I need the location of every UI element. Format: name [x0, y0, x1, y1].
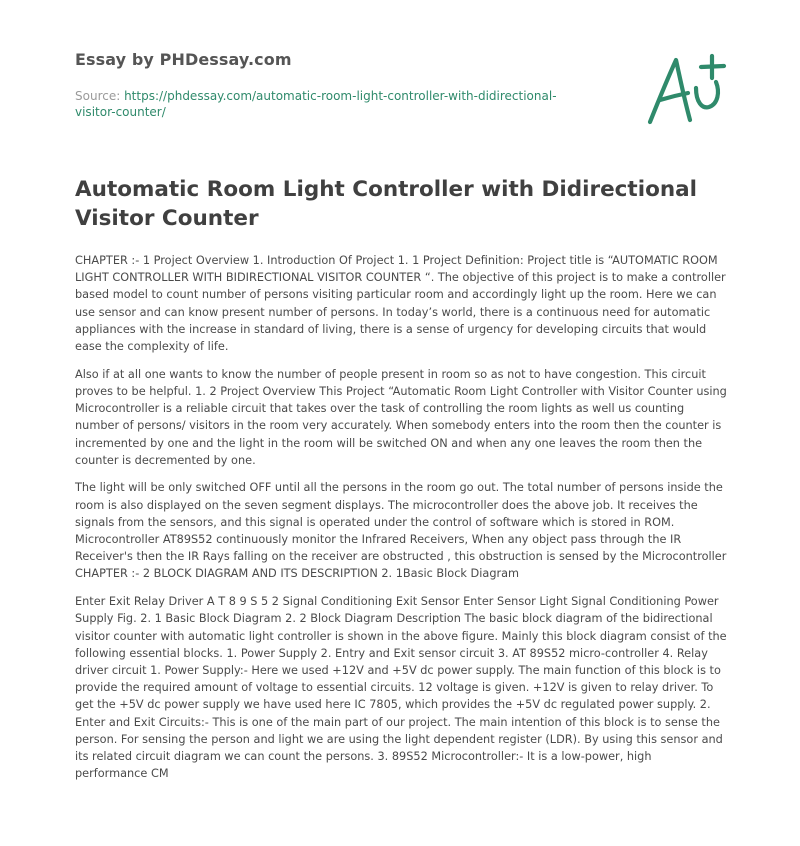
article-paragraph: Also if at all one wants to know the number of people present in room so as not to have congestion. This circuit proves to be helpful. 1. 2 Project Overview This Project “Automatic Room Light Controller with Visitor Counter using Microcontroller is a reliable circuit that takes over the task of controlling the room lights as well us counting number of persons/ visitors in the room very accurately. When somebody enters into the room then the counter is incremented by one and the light in the room will be switched ON and when any one leaves the room then the counter is decremented by one. — [75, 367, 727, 467]
article-title: Automatic Room Light Controller with Didirectional Visitor Counter — [75, 177, 698, 231]
article-paragraph: CHAPTER :- 1 Project Overview 1. Introduction Of Project 1. 1 Project Definition: Project title is “AUTOMATIC ROOM LIGHT CONTROLLER WITH BIDIRECTIONAL VISITOR COUNTER “. The objective of this project is to make a controller based model to count number of persons visiting particular room and accordingly light up the room. Here we can use sensor and can know present number of persons. In today’s world, there is a continuous need for automatic appliances with the increase in standard of living, there is a sense of urgency for developing circuits that would ease the complexity of life. — [75, 254, 726, 354]
source-link[interactable]: https://phdessay.com/automatic-room-light-controller-with-didirectional-visitor-counter/ — [75, 89, 557, 119]
article-paragraph: The light will be only switched OFF until all the persons in the room go out. The total number of persons inside the room is also displayed on the seven segment displays. The microcontroller does the above job. It receives the signals from the sensors, and this signal is operated under the control of software which is stored in ROM. Microcontroller AT89S52 continuously monitor the Infrared Receivers, When any object pass through the IR Receiver's then the IR Rays falling on the receiver are obstructed , this obstruction is sensed by the Microcontroller CHAPTER :- 2 BLOCK DIAGRAM AND ITS DESCRIPTION 2. 1Basic Block Diagram — [75, 481, 727, 581]
source-line — [75, 88, 595, 120]
article-paragraph: Enter Exit Relay Driver A T 8 9 S 5 2 Signal Conditioning Exit Sensor Enter Sensor Light Signal Conditioning Power Supply Fig. 2. 1 Basic Block Diagram 2. 2 Block Diagram Description The basic block diagram of the bidirectional visitor counter with automatic light controller is shown in the above figure. Mainly this block diagram consist of the following essential blocks. 1. Power Supply 2. Entry and Exit sensor circuit 3. AT 89S52 micro-controller 4. Relay driver circuit 1. Power Supply:- Here we used +12V and +5V dc power supply. The main function of this block is to provide the required amount of voltage to essential circuits. 12 voltage is given. +12V is given to relay driver. To get the +5V dc power supply we have used here IC 7805, which provides the +5V dc regulated power supply. 2. Enter and Exit Circuits:- This is one of the main part of our project. The main intention of this block is to sense the person. For sensing the person and light we are using the light dependent register (LDR). By using this sensor and its related circuit diagram we can count the persons. 3. 89S52 Microcontroller:- It is a low-power, high performance CM — [75, 595, 727, 781]
article-body — [75, 252, 727, 793]
source-label: Source: — [75, 89, 125, 103]
a-plus-grade-icon — [644, 52, 728, 128]
site-brand: Essay by PHDessay.com — [75, 50, 292, 69]
